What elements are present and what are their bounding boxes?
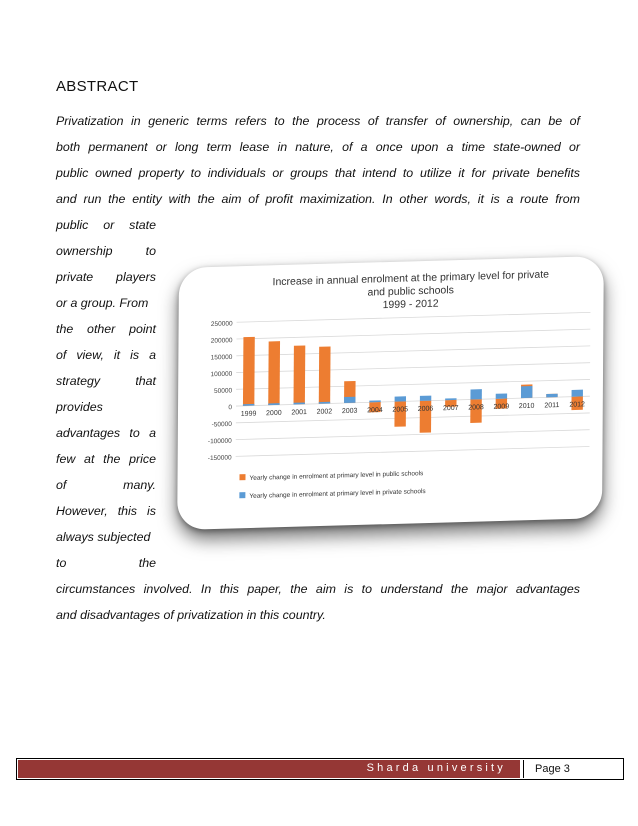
gridline [236, 446, 590, 456]
bar-public-2000 [268, 341, 280, 405]
paragraph-intro [56, 108, 580, 212]
text-line: strategy that [56, 374, 156, 388]
text-line: and disadvantages of privatization in this country. [56, 608, 326, 622]
x-tick-label: 2005 [392, 406, 409, 414]
text-line: the other point [56, 322, 156, 336]
x-tick-label: 1999 [240, 410, 257, 418]
bar-private-2011 [546, 394, 557, 398]
bar-public-1999 [243, 337, 255, 406]
bar-private-2005 [395, 396, 406, 401]
enrolment-chart [177, 256, 604, 530]
bar-private-2012 [572, 390, 583, 397]
x-tick-label: 2007 [442, 404, 459, 413]
x-tick-label: 2003 [341, 407, 358, 416]
y-tick-label: -150000 [207, 454, 232, 463]
x-tick-label: 2002 [316, 408, 333, 416]
footer-page-number: Page 3 [523, 760, 623, 778]
footer-university: Sharda university [366, 762, 506, 774]
y-tick-label: -50000 [211, 420, 232, 429]
bar-private-2000 [268, 403, 279, 405]
y-tick-label: 50000 [214, 387, 233, 395]
enrolment-chart-figure [177, 256, 604, 530]
x-tick-label: 2004 [367, 406, 383, 415]
x-tick-label: 2010 [518, 402, 535, 411]
text-line: few at the price [56, 452, 156, 466]
bar-private-2009 [496, 393, 507, 398]
x-tick-label: 2000 [266, 409, 282, 418]
gridline [236, 329, 590, 339]
gridline [236, 379, 590, 389]
x-tick-label: 2011 [544, 402, 560, 410]
text-line: always subjected [56, 530, 151, 544]
text-line: ownership to [56, 244, 156, 258]
chart-subtitle: 1999 - 2012 [382, 297, 439, 312]
legend-swatch-public [239, 474, 245, 480]
text-line: to the [56, 556, 156, 570]
text-line: of many. [56, 478, 156, 492]
text-line: public or state [56, 218, 156, 232]
bar-private-2007 [445, 398, 456, 400]
paragraph-wrap-column [56, 212, 156, 576]
abstract-heading: ABSTRACT [56, 78, 139, 95]
gridline [236, 430, 590, 440]
text-line: public owned property to individuals or groups that intend to utilize it for private benefits [56, 166, 580, 180]
x-tick-label: 2009 [493, 403, 510, 411]
text-line: or a group. From [56, 296, 149, 310]
bar-public-2002 [319, 346, 331, 403]
y-tick-label: 0 [228, 404, 233, 412]
bar-private-2001 [294, 402, 305, 404]
gridline [237, 312, 591, 322]
y-tick-label: -100000 [207, 437, 232, 446]
legend-label-private: Yearly change in enrolment at primary level in private schools [249, 488, 426, 500]
text-line: private players [56, 270, 156, 284]
bar-private-2006 [420, 396, 431, 401]
legend-swatch-private [239, 492, 245, 498]
bar-private-1999 [243, 404, 254, 406]
bar-private-2008 [470, 389, 481, 399]
text-line: advantages to a [56, 426, 156, 440]
x-tick-label: 2001 [291, 409, 307, 417]
x-tick-label: 2008 [468, 404, 484, 412]
footer-bar [18, 760, 520, 778]
bar-private-2010 [521, 386, 532, 398]
gridline [236, 346, 590, 356]
bar-private-2002 [319, 402, 330, 404]
legend-label-public: Yearly change in enrolment at primary level in public schools [249, 470, 424, 482]
y-tick-label: 150000 [210, 353, 233, 362]
y-tick-label: 250000 [210, 320, 233, 328]
bar-public-2001 [294, 345, 306, 404]
text-line: circumstances involved. In this paper, the aim is to understand the major advantages [56, 582, 580, 596]
x-tick-label: 2006 [417, 405, 434, 413]
text-line: of view, it is a [56, 348, 156, 362]
y-tick-label: 200000 [210, 337, 233, 345]
chart-title-line2: and public schools [367, 284, 454, 299]
page-footer [16, 758, 624, 780]
chart-title: Increase in annual enrolment at the primary level for private [272, 268, 550, 289]
paragraph-conclusion [56, 576, 580, 628]
text-line: However, this is [56, 504, 156, 518]
bar-private-2004 [369, 400, 380, 402]
text-line: Privatization in generic terms refers to the process of transfer of ownership, can be of [56, 114, 580, 128]
text-line: both permanent or long term lease in nature, of a once upon a time state-owned or [56, 140, 580, 154]
y-tick-label: 100000 [210, 370, 233, 379]
gridline [236, 363, 590, 373]
text-line: and run the entity with the aim of profit maximization. In other words, it is a route from [56, 192, 580, 206]
bar-private-2003 [344, 397, 355, 403]
x-tick-label: 2012 [569, 401, 585, 409]
bar-public-2005 [392, 401, 409, 426]
text-line: provides [56, 400, 103, 414]
